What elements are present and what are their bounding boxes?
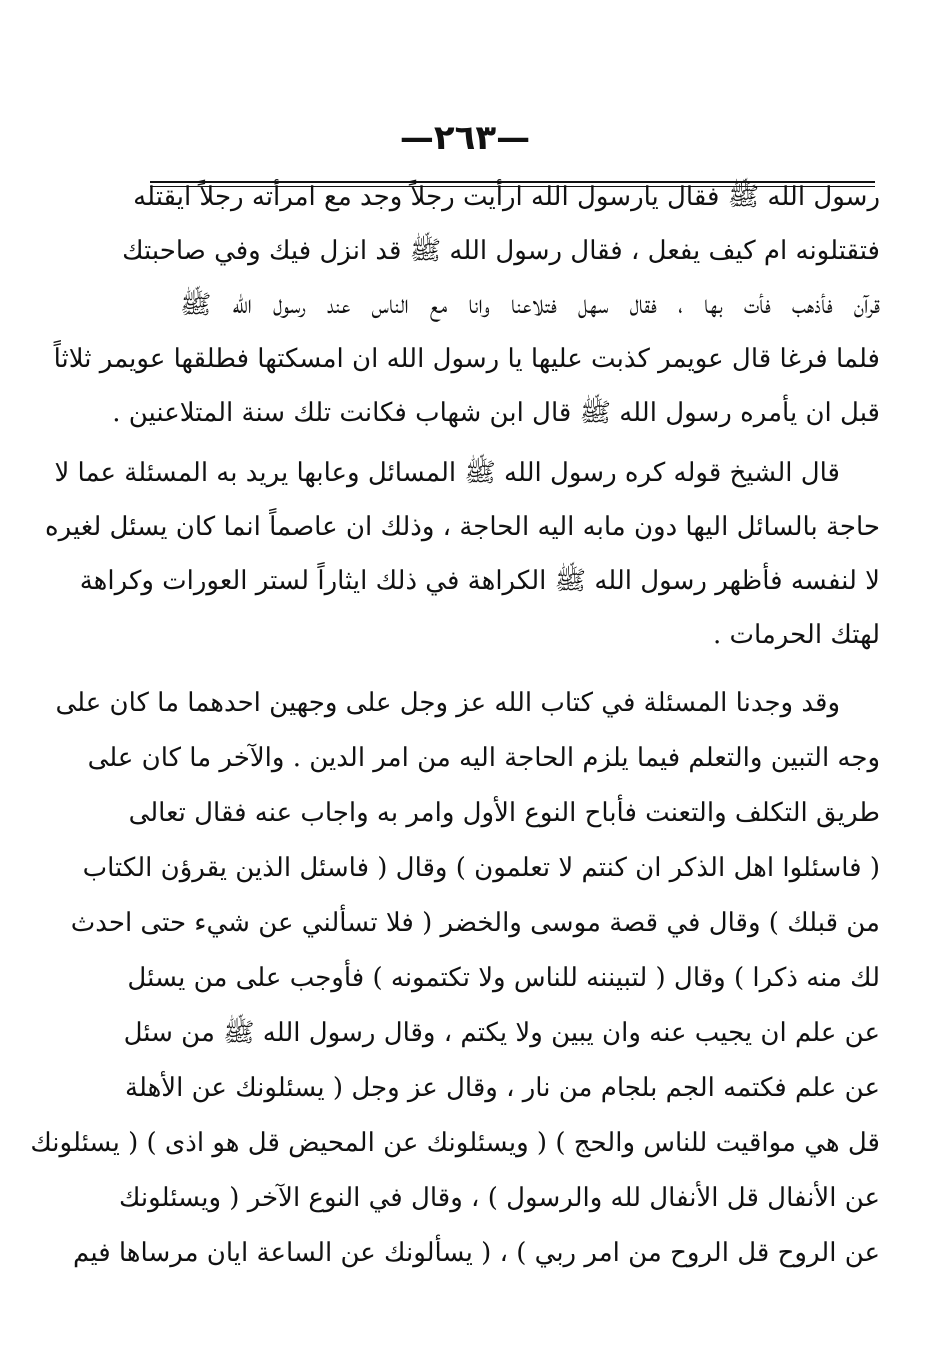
text-line: حاجة بالسائل اليها دون مابه اليه الحاجة ، وذلك ان عاصماً انما كان يسئل لغيره — [45, 512, 880, 542]
paragraph-hadith-lian — [53, 170, 880, 440]
text-line: وقد وجدنا المسئلة في كتاب الله عز وجل على وجهين احدهما ما كان على — [55, 688, 840, 718]
text-line: لا لنفسه فأظهر رسول الله ﷺ الكراهة في ذلك ايثاراً لستر العورات وكراهة — [79, 566, 880, 596]
text-line: قال الشيخ قوله كره رسول الله ﷺ المسائل وعابها يريد به المسئلة عما لا — [54, 458, 840, 488]
text-line: طريق التكلف والتعنت فأباح النوع الأول وامر به واجاب عنه فقال تعالى — [128, 798, 880, 828]
text-line: قل هي مواقيت للناس والحج ) ( ويسئلونك عن المحيض قل هو اذى ) ( يسئلونك — [30, 1128, 880, 1158]
text-line: قبل ان يأمره رسول الله ﷺ قال ابن شهاب فكانت تلك سنة المتلاعنين . — [112, 398, 880, 428]
paragraph-shaykh-commentary — [45, 446, 880, 662]
text-line: فتقتلونه ام كيف يفعل ، فقال رسول الله ﷺ قد انزل فيك وفي صاحبتك — [122, 236, 880, 266]
text-line: لهتك الحرمات . — [712, 620, 880, 650]
page-number: —٢٦٣— — [399, 118, 531, 158]
text-line: عن الروح قل الروح من امر ربي ) ، ( يسألونك عن الساعة ايان مرساها فيم — [73, 1238, 880, 1268]
text-line: فلما فرغا قال عويمر كذبت عليها يا رسول الله ان امسكتها فطلقها عويمر ثلاثاً — [53, 344, 880, 374]
text-line: عن علم فكتمه الجم بلجام من نار ، وقال عز وجل ( يسئلونك عن الأهلة — [125, 1073, 880, 1103]
paragraph-two-kinds-of-questions — [30, 676, 880, 1281]
text-line: عن الأنفال قل الأنفال لله والرسول ) ، وقال في النوع الآخر ( ويسئلونك — [119, 1183, 880, 1213]
text-line: ( فاسئلوا اهل الذكر ان كنتم لا تعلمون ) وقال ( فاسئل الذين يقرؤن الكتاب — [82, 853, 880, 883]
text-line: رسول الله ﷺ فقال يارسول الله ارأيت رجلاً وجد مع امرأته رجلاً ايقتله — [133, 182, 880, 212]
text-line: لك منه ذكرا ) وقال ( لتبيننه للناس ولا تكتمونه ) فأوجب على من يسئل — [127, 963, 880, 993]
text-line: قرآن فأذهب فأت بها ، فقال سهل فتلاعنا وانا مع الناس عند رسول الله ﷺ — [180, 290, 880, 320]
text-line: وجه التبين والتعلم فيما يلزم الحاجة اليه من امر الدين . والآخر ما كان على — [87, 743, 880, 773]
text-line: من قبلك ) وقال في قصة موسى والخضر ( فلا تسألني عن شيء حتى احدث — [70, 908, 880, 938]
text-line: عن علم ان يجيب عنه وان يبين ولا يكتم ، وقال رسول الله ﷺ من سئل — [123, 1018, 880, 1048]
